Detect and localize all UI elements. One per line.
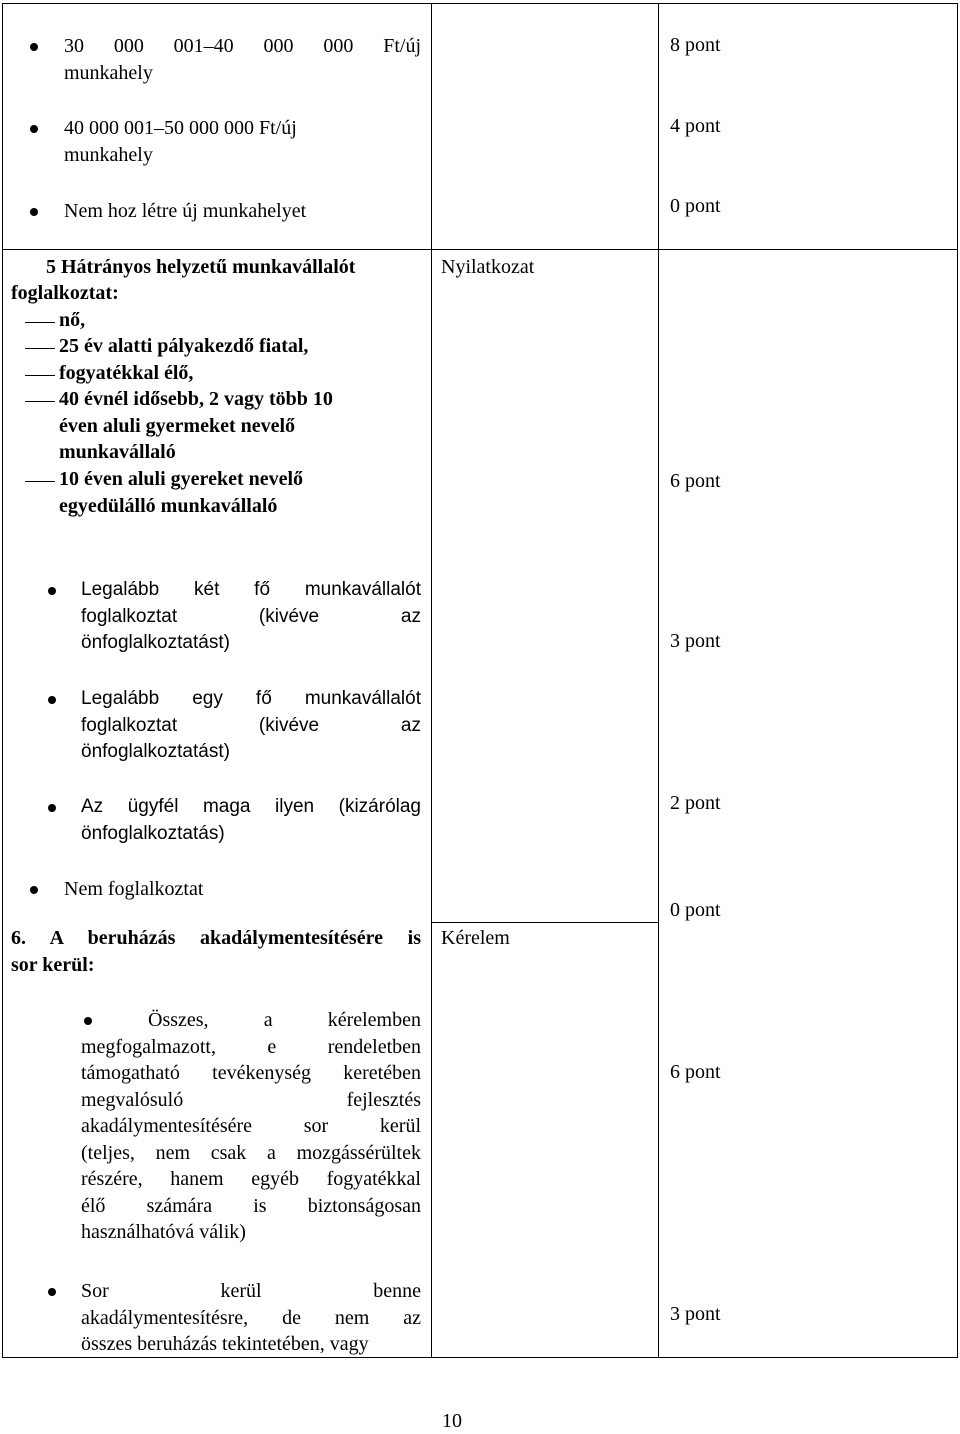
column-divider-1 bbox=[431, 3, 432, 1358]
option-line: összes beruházás tekintetében, vagy bbox=[81, 1333, 369, 1355]
option-text bbox=[64, 33, 421, 86]
option-line: Összes, a kérelemben bbox=[148, 1009, 421, 1031]
option-line: Legalább egy fő munkavállalót bbox=[81, 688, 421, 709]
option-text bbox=[81, 794, 421, 847]
option-text bbox=[64, 198, 306, 225]
dash-icon bbox=[25, 481, 55, 482]
table-border-left bbox=[2, 3, 3, 1358]
dash-icon bbox=[25, 348, 55, 349]
option-line: akadálymentesítésre, de nem az bbox=[81, 1306, 421, 1329]
option-line: élő számára is biztonságosan bbox=[81, 1194, 421, 1217]
bullet-icon bbox=[30, 886, 38, 894]
row-divider-2 bbox=[431, 922, 658, 923]
option-line: foglalkoztat (kivéve az bbox=[81, 714, 421, 736]
points-value: 4 pont bbox=[670, 115, 721, 137]
option-text bbox=[81, 1007, 421, 1246]
option-line: használhatóvá válik) bbox=[81, 1221, 246, 1243]
list-item-line: 10 éven aluli gyereket nevelő bbox=[59, 468, 304, 490]
bullet-icon bbox=[48, 587, 56, 595]
option-line: Legalább két fő munkavállalót bbox=[81, 579, 421, 600]
option-line: megfogalmazott, e rendeletben bbox=[81, 1035, 421, 1058]
column-divider-2 bbox=[658, 3, 659, 1358]
option-line: önfoglalkoztatást) bbox=[81, 741, 230, 762]
option-line: Sor kerül benne bbox=[81, 1280, 421, 1302]
option-line: 40 000 001–50 000 000 Ft/új bbox=[64, 117, 297, 139]
list-item-line: munkavállaló bbox=[59, 441, 176, 463]
option-line: (teljes, nem csak a mozgássérültek bbox=[81, 1141, 421, 1164]
option-line: Az ügyfél maga ilyen (kizárólag bbox=[81, 796, 421, 817]
option-line: Nem hoz létre új munkahelyet bbox=[64, 200, 307, 222]
option-line: akadálymentesítésére sor kerül bbox=[81, 1115, 421, 1137]
list-item-line: 25 év alatti pályakezdő fiatal, bbox=[59, 335, 309, 357]
points-value: 0 pont bbox=[670, 195, 721, 217]
criterion-heading-line: 5 Hátrányos helyzetű munkavállalót bbox=[46, 256, 356, 278]
bullet-icon bbox=[30, 125, 38, 133]
bullet-icon bbox=[48, 804, 56, 812]
points-value: 2 pont bbox=[670, 792, 721, 814]
bullet-icon bbox=[30, 43, 38, 51]
option-line: megvalósuló fejlesztés bbox=[81, 1088, 421, 1111]
points-value: 6 pont bbox=[670, 1061, 721, 1083]
dash-icon bbox=[25, 401, 55, 402]
dash-icon bbox=[25, 322, 55, 323]
option-line: részére, hanem egyéb fogyatékkal bbox=[81, 1168, 421, 1190]
list-item-line: egyedülálló munkavállaló bbox=[59, 494, 278, 517]
criterion-heading-line: foglalkoztat: bbox=[11, 282, 119, 304]
dash-icon bbox=[25, 375, 55, 376]
option-line: munkahely bbox=[64, 143, 153, 166]
list-item bbox=[59, 386, 333, 466]
list-item bbox=[59, 333, 308, 360]
option-text bbox=[64, 115, 297, 168]
option-text bbox=[64, 876, 203, 903]
criterion-heading bbox=[46, 254, 355, 281]
criterion-heading bbox=[11, 280, 119, 307]
option-text bbox=[81, 686, 421, 766]
row-divider-1 bbox=[2, 249, 958, 250]
list-item-line: éven aluli gyermeket nevelő bbox=[59, 414, 296, 437]
option-line: önfoglalkoztatás) bbox=[81, 822, 225, 844]
bullet-icon bbox=[30, 208, 38, 216]
page-number: 10 bbox=[442, 1410, 462, 1432]
option-line: Nem foglalkoztat bbox=[64, 878, 204, 900]
list-item bbox=[59, 307, 85, 334]
criterion-heading bbox=[11, 925, 421, 978]
table-border-top bbox=[2, 3, 958, 4]
required-document: Nyilatkozat bbox=[441, 256, 535, 278]
criterion-heading-line: sor kerül: bbox=[11, 953, 95, 976]
points-value: 8 pont bbox=[670, 34, 721, 56]
list-item bbox=[59, 466, 303, 519]
required-document: Kérelem bbox=[441, 927, 510, 949]
criterion-heading-line: 6. A beruházás akadálymentesítésére is bbox=[11, 927, 421, 949]
list-item-line: nő, bbox=[59, 309, 86, 331]
points-value: 3 pont bbox=[670, 1303, 721, 1325]
option-text bbox=[81, 577, 421, 657]
table-border-right bbox=[957, 3, 958, 1358]
points-value: 3 pont bbox=[670, 630, 721, 652]
option-line: munkahely bbox=[64, 61, 153, 84]
list-item-line: 40 évnél idősebb, 2 vagy több 10 bbox=[59, 388, 333, 410]
option-line: önfoglalkoztatást) bbox=[81, 632, 230, 653]
bullet-icon bbox=[48, 1288, 56, 1296]
list-item-line: fogyatékkal élő, bbox=[59, 362, 194, 384]
list-item bbox=[59, 360, 193, 387]
points-value: 6 pont bbox=[670, 470, 721, 492]
bullet-icon bbox=[48, 696, 56, 704]
option-line: 30 000 001–40 000 000 Ft/új bbox=[64, 35, 421, 57]
option-line: foglalkoztat (kivéve az bbox=[81, 605, 421, 627]
option-text bbox=[81, 1278, 421, 1358]
option-line: támogatható tevékenység keretében bbox=[81, 1062, 421, 1084]
points-value: 0 pont bbox=[670, 899, 721, 921]
